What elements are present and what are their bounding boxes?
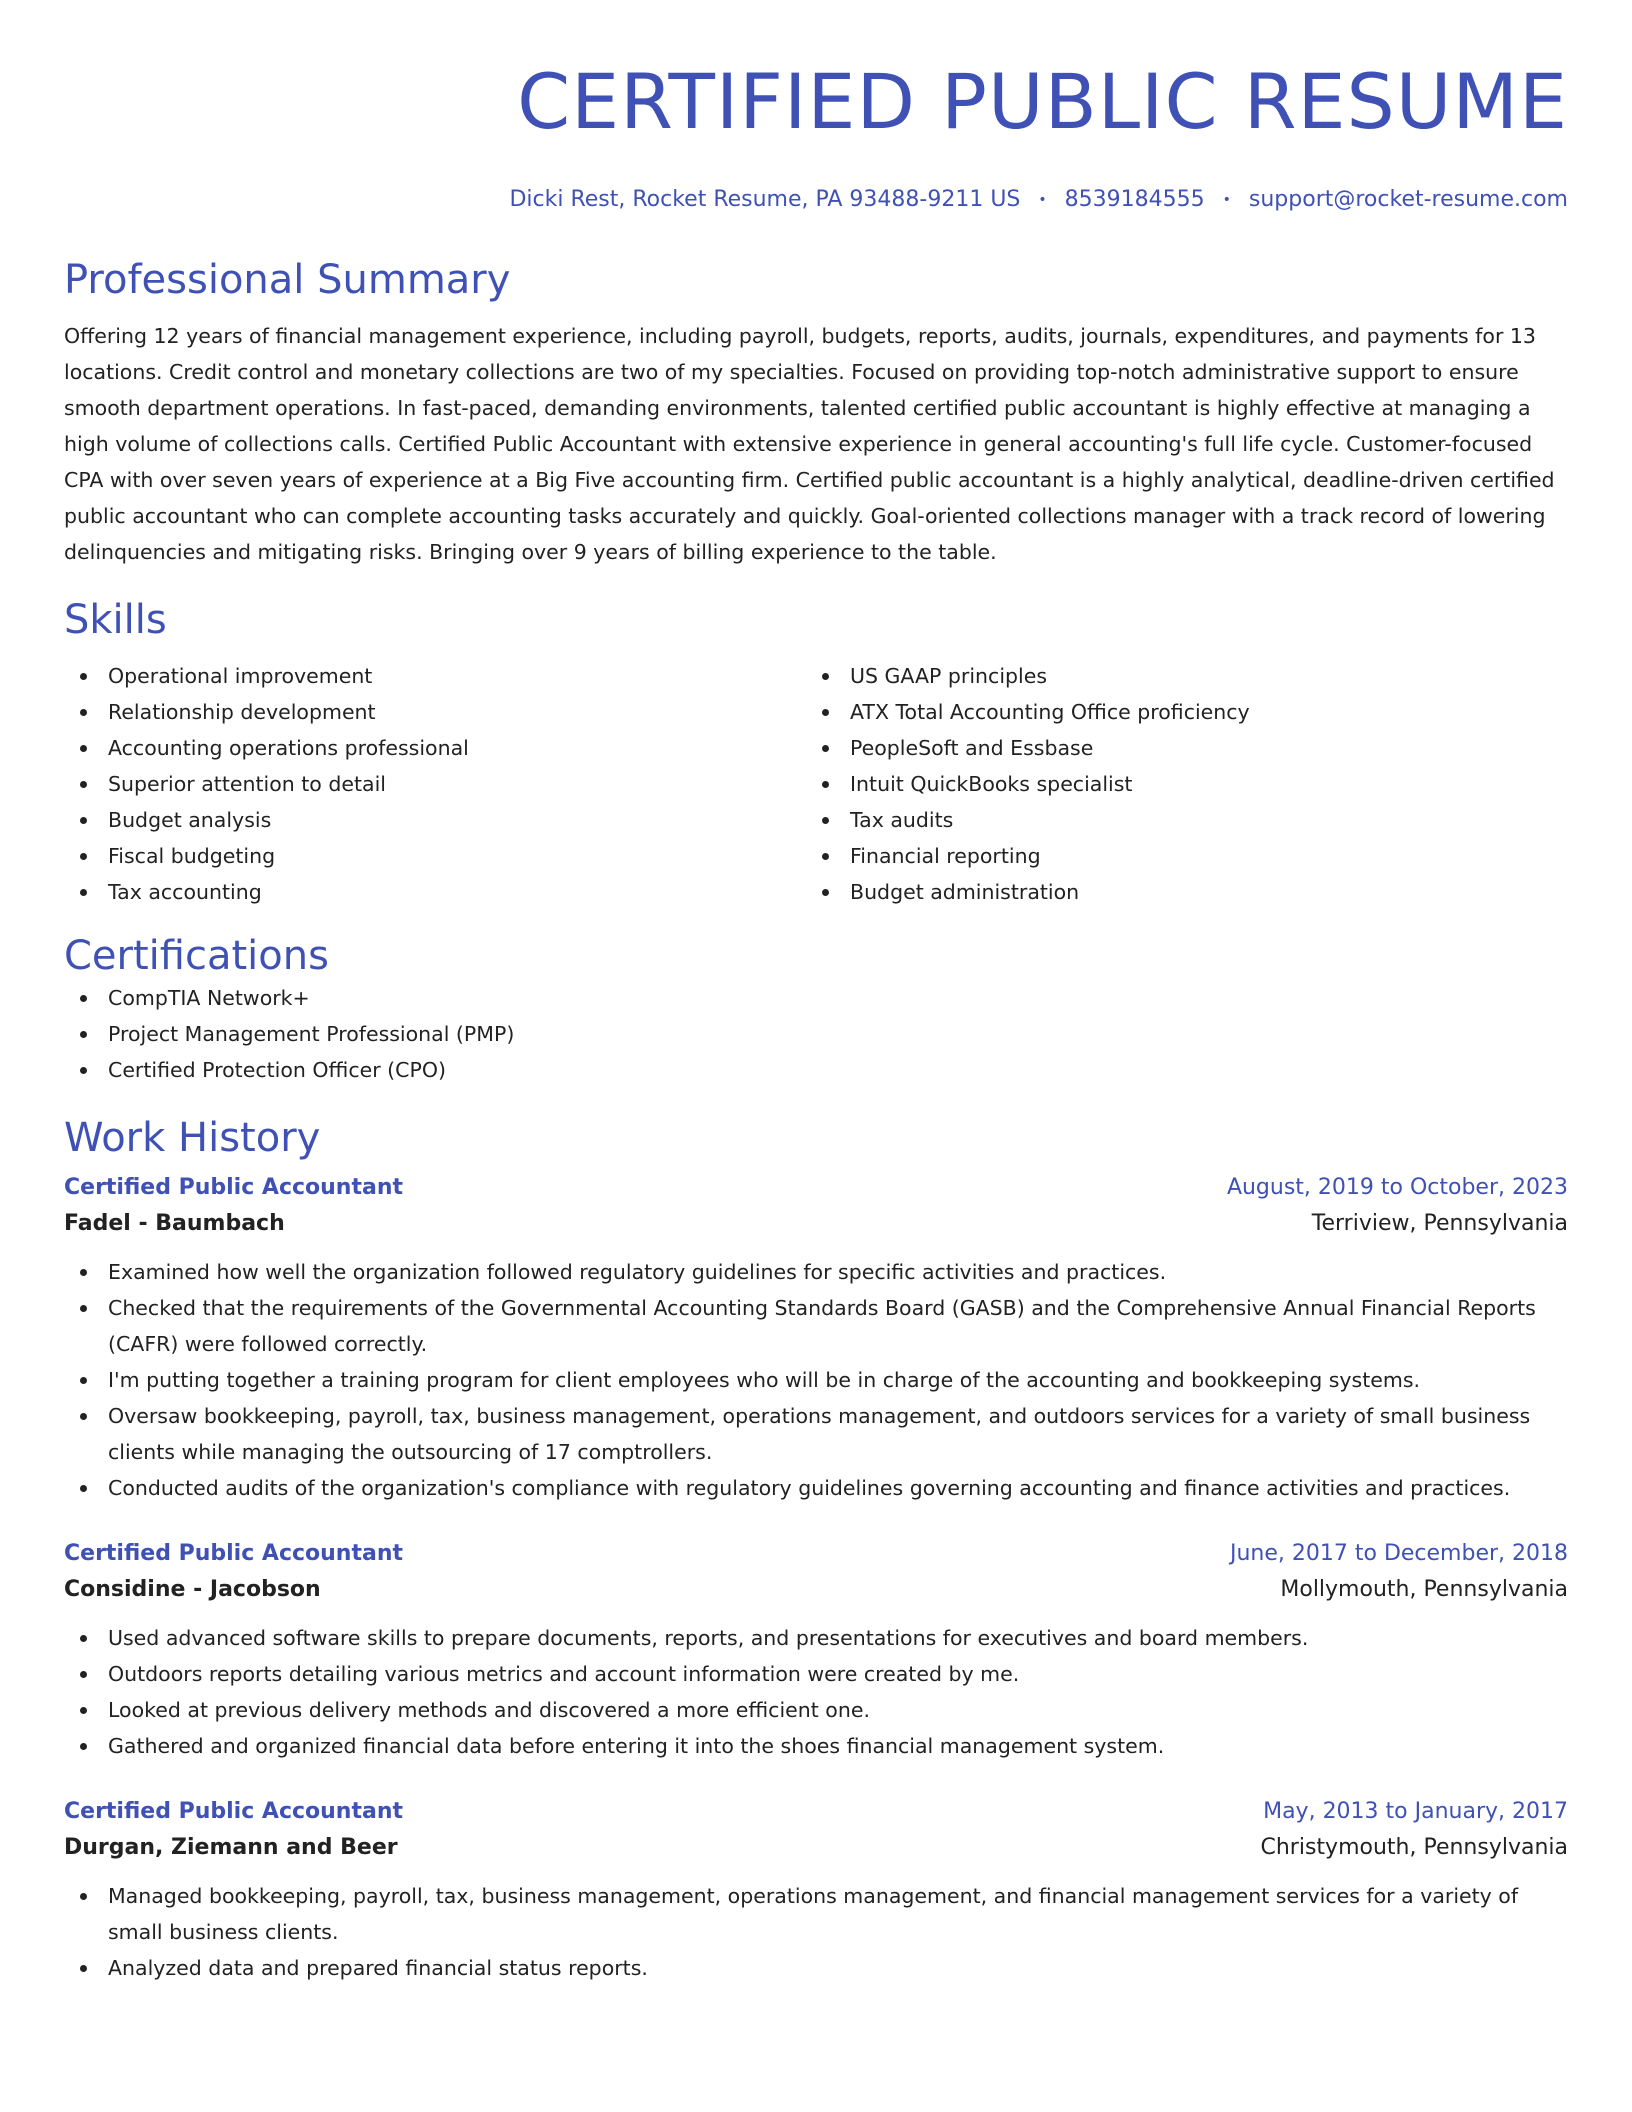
job-duty: Checked that the requirements of the Governmental Accounting Standards Board (GASB) and the Comprehensive Annual Financial Reports (CAFR) were followed correctly.: [64, 1290, 1568, 1362]
job-company-row: [64, 1570, 1568, 1610]
work-history-heading: Work History: [64, 1115, 321, 1161]
job-company-row: [64, 1828, 1568, 1868]
job-duty: Gathered and organized financial data before entering it into the shoes financial management system.: [64, 1728, 1568, 1764]
job-title-row: [64, 1172, 1568, 1204]
summary-text: Offering 12 years of financial management experience, including payroll, budgets, reports, audits, journals, expenditures, and payments for 13 locations. Credit control and monetary collections are two of my specialties. Focused on providing top-notch administrative support to ensure smooth department operations. In fast-paced, demanding environments, talented certified public accountant is highly effective at managing a high volume of collections calls. Certified Public Accountant with extensive experience in general accounting's full life cycle. Customer-focused CPA with over seven years of experience at a Big Five accounting firm. Certified public accountant is a highly analytical, deadline-driven certified public accountant who can complete accounting tasks accurately and quickly. Goal-oriented collections manager with a track record of lowering delinquencies and mitigating risks. Bringing over 9 years of billing experience to the table.: [64, 324, 1555, 564]
skill-item: Intuit QuickBooks specialist: [806, 766, 1548, 802]
job-duty: Looked at previous delivery methods and discovered a more efficient one.: [64, 1692, 1568, 1728]
job-location: Mollymouth, Pennsylvania: [1280, 1577, 1568, 1602]
contact-separator: •: [1038, 192, 1047, 208]
job-duties-list: [64, 1254, 1568, 1506]
contact-email: support@rocket-resume.com: [1248, 187, 1568, 212]
job-entry: [64, 1538, 1568, 1764]
skill-item: Operational improvement: [64, 658, 806, 694]
skill-item: Relationship development: [64, 694, 806, 730]
job-duties-list: [64, 1620, 1568, 1764]
job-duties-list: [64, 1878, 1568, 1986]
job-duty: Conducted audits of the organization's compliance with regulatory guidelines governing accounting and finance activities and practices.: [64, 1470, 1568, 1506]
skills-list-left: [64, 658, 806, 910]
skill-item: Financial reporting: [806, 838, 1548, 874]
job-title: Certified Public Accountant: [64, 1799, 404, 1824]
skill-item: Tax accounting: [64, 874, 806, 910]
contact-phone: 8539184555: [1064, 187, 1205, 212]
job-duty: Outdoors reports detailing various metrics and account information were created by me.: [64, 1656, 1568, 1692]
skill-item: Tax audits: [806, 802, 1548, 838]
job-title: Certified Public Accountant: [64, 1175, 404, 1200]
resume-name: CERTIFIED PUBLIC RESUME: [517, 57, 1568, 146]
contact-separator: •: [1222, 192, 1231, 208]
job-entry: [64, 1172, 1568, 1506]
summary-heading: Professional Summary: [64, 257, 511, 303]
job-location: Christymouth, Pennsylvania: [1260, 1835, 1568, 1860]
skills-list-right: [806, 658, 1548, 910]
job-title: Certified Public Accountant: [64, 1541, 404, 1566]
job-dates: August, 2019 to October, 2023: [1226, 1175, 1568, 1200]
job-duty: Managed bookkeeping, payroll, tax, business management, operations management, and financial management services for a variety of small business clients.: [64, 1878, 1568, 1950]
job-entry: [64, 1796, 1568, 1986]
job-title-row: [64, 1796, 1568, 1828]
certification-item: CompTIA Network+: [64, 980, 1568, 1016]
skill-item: PeopleSoft and Essbase: [806, 730, 1548, 766]
job-duty: Used advanced software skills to prepare documents, reports, and presentations for executives and board members.: [64, 1620, 1568, 1656]
skill-item: Budget analysis: [64, 802, 806, 838]
skill-item: US GAAP principles: [806, 658, 1548, 694]
skill-item: ATX Total Accounting Office proficiency: [806, 694, 1548, 730]
skill-item: Budget administration: [806, 874, 1548, 910]
skills-heading: Skills: [64, 597, 167, 643]
contact-line: [64, 186, 1568, 214]
job-company: Fadel - Baumbach: [64, 1211, 285, 1236]
skill-item: Fiscal budgeting: [64, 838, 806, 874]
job-company-row: [64, 1204, 1568, 1244]
job-company: Considine - Jacobson: [64, 1577, 321, 1602]
job-company: Durgan, Ziemann and Beer: [64, 1835, 398, 1860]
job-title-row: [64, 1538, 1568, 1570]
job-duty: I'm putting together a training program for client employees who will be in charge of the accounting and bookkeeping systems.: [64, 1362, 1568, 1398]
job-duty: Oversaw bookkeeping, payroll, tax, business management, operations management, and outdoors services for a variety of small business clients while managing the outsourcing of 17 comptrollers.: [64, 1398, 1568, 1470]
job-duty: Analyzed data and prepared financial status reports.: [64, 1950, 1568, 1986]
skill-item: Superior attention to detail: [64, 766, 806, 802]
job-dates: June, 2017 to December, 2018: [1229, 1541, 1568, 1566]
resume-header: [64, 0, 1568, 214]
certifications-heading: Certifications: [64, 933, 329, 979]
job-dates: May, 2013 to January, 2017: [1263, 1799, 1568, 1824]
contact-address: Dicki Rest, Rocket Resume, PA 93488-9211 US: [509, 187, 1021, 212]
job-location: Terriview, Pennsylvania: [1311, 1211, 1568, 1236]
skill-item: Accounting operations professional: [64, 730, 806, 766]
job-duty: Examined how well the organization followed regulatory guidelines for specific activities and practices.: [64, 1254, 1568, 1290]
skills-columns: [64, 658, 1568, 910]
resume-page: [64, 0, 1568, 1986]
certification-item: Certified Protection Officer (CPO): [64, 1052, 1568, 1088]
certification-item: Project Management Professional (PMP): [64, 1016, 1568, 1052]
certifications-list: [64, 980, 1568, 1088]
